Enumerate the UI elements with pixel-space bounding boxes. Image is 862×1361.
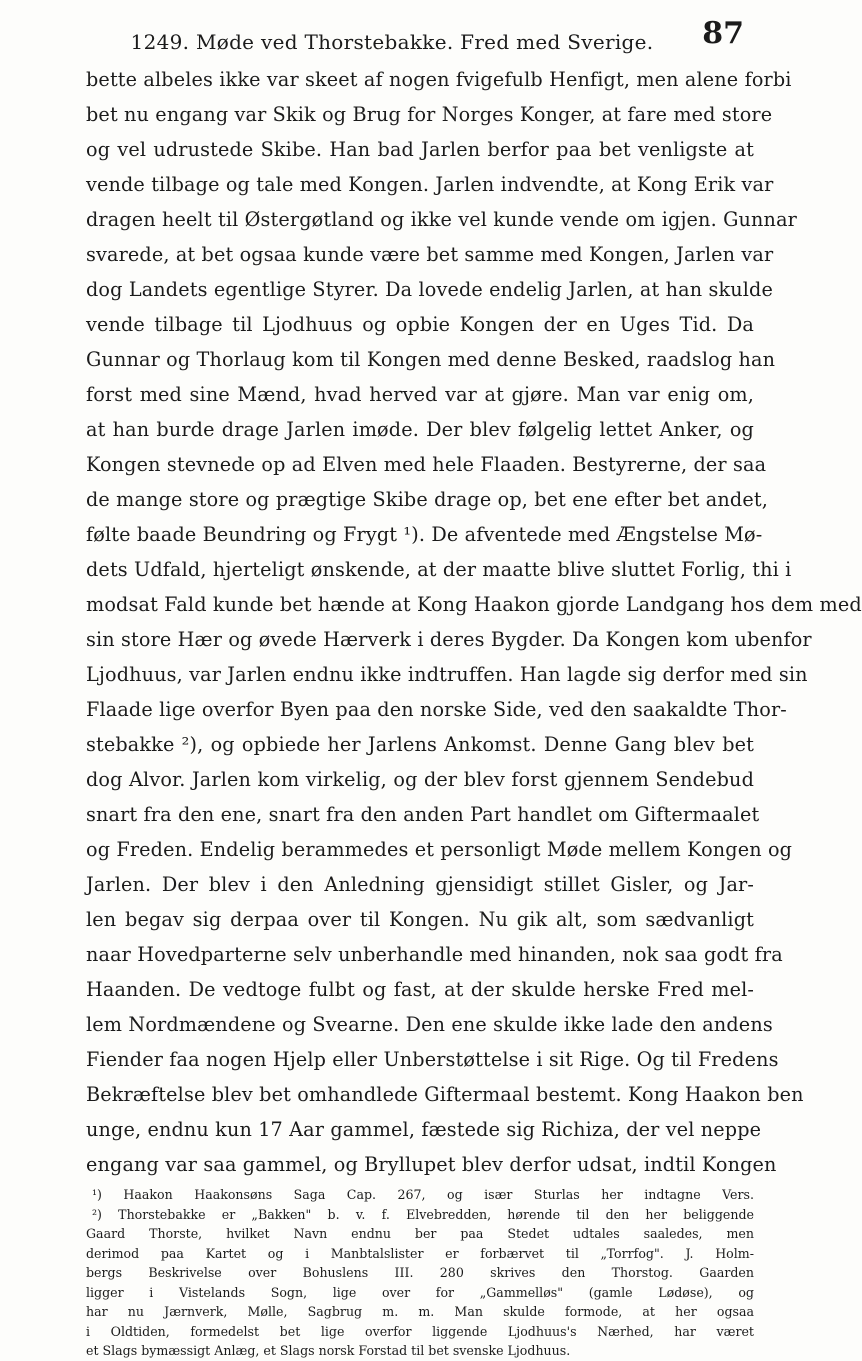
text-line: Kongen stevnede op ad Elven med hele Flaaden. Bestyrerne, der saa <box>86 453 767 476</box>
text-line: de mange store og prægtige Skibe drage op, bet ene efter bet andet, <box>86 488 768 511</box>
text-line: og vel udrustede Skibe. Han bad Jarlen berfor paa bet venligste at <box>86 138 754 161</box>
footnote-line: ¹) Haakon Haakonsøns Saga Cap. 267, og især Sturlas her indtagne Vers. <box>92 1187 754 1202</box>
footnotes <box>86 1185 754 1361</box>
text-line: vende tilbage og tale med Kongen. Jarlen indvendte, at Kong Erik var <box>86 173 774 196</box>
text-line: bet nu engang var Skik og Brug for Norges Konger, at fare med store <box>86 103 773 126</box>
text-line: unge, endnu kun 17 Aar gammel, fæstede sig Richiza, der vel neppe <box>86 1118 762 1141</box>
text-line: forst med sine Mænd, hvad herved var at gjøre. Man var enig om, <box>86 383 754 406</box>
running-head: 1249. Møde ved Thorstebakke. Fred med Sverige. <box>130 30 654 54</box>
text-line: dog Alvor. Jarlen kom virkelig, og der blev forst gjennem Sendebud <box>86 768 754 791</box>
body-text <box>86 62 862 1182</box>
text-line: stebakke ²), og opbiede her Jarlens Ankomst. Denne Gang blev bet <box>86 733 754 756</box>
text-line: og Freden. Endelig berammedes et personligt Møde mellem Kongen og <box>86 838 793 861</box>
text-line: Fiender faa nogen Hjelp eller Unberstøttelse i sit Rige. Og til Fredens <box>86 1048 779 1071</box>
text-line: Flaade lige overfor Byen paa den norske Side, ved den saakaldte Thor- <box>86 698 787 721</box>
text-line: dragen heelt til Østergøtland og ikke vel kunde vende om igjen. Gunnar <box>86 208 797 231</box>
text-line: Haanden. De vedtoge fulbt og fast, at der skulde herske Fred mel- <box>86 978 754 1001</box>
text-line: lem Nordmændene og Svearne. Den ene skulde ikke lade den andens <box>86 1013 773 1036</box>
text-line: Gunnar og Thorlaug kom til Kongen med denne Besked, raadslog han <box>86 348 776 371</box>
text-line: Bekræftelse blev bet omhandlede Giftermaal bestemt. Kong Haakon ben <box>86 1083 804 1106</box>
text-line: vende tilbage til Ljodhuus og opbie Kongen der en Uges Tid. Da <box>86 313 754 336</box>
footnote-line: i Oldtiden, formedelst bet lige overfor liggende Ljodhuus's Nærhed, har været <box>86 1323 754 1339</box>
text-line: Jarlen. Der blev i den Anledning gjensidigt stillet Gisler, og Jar- <box>86 873 754 896</box>
text-line: at han burde drage Jarlen imøde. Der blev følgelig lettet Anker, og <box>86 418 754 441</box>
footnote-line: har nu Jærnverk, Mølle, Sagbrug m. m. Man skulde formode, at her ogsaa <box>86 1304 754 1319</box>
text-line: svarede, at bet ogsaa kunde være bet samme med Kongen, Jarlen var <box>86 243 774 266</box>
text-line: bette albeles ikke var skeet af nogen fvigefulb Henfigt, men alene forbi <box>86 68 792 91</box>
footnote-line: Gaard Thorste, hvilket Navn endnu ber paa Stedet udtales saaledes, men <box>86 1226 754 1241</box>
text-line: dets Udfald, hjerteligt ønskende, at der maatte blive sluttet Forlig, thi i <box>86 558 792 581</box>
footnote-line: bergs Beskrivelse over Bohuslens III. 280 skrives den Thorstog. Gaarden <box>86 1265 754 1280</box>
text-line: snart fra den ene, snart fra den anden Part handlet om Giftermaalet <box>86 803 760 826</box>
footnote-line: ligger i Vistelands Sogn, lige over for „Gammelløs" (gamle Lødøse), og <box>86 1284 754 1300</box>
text-line: dog Landets egentlige Styrer. Da lovede endelig Jarlen, at han skulde <box>86 278 773 301</box>
footnote-line: derimod paa Kartet og i Manbtalslister er forbærvet til „Torrfog". J. Holm- <box>86 1245 754 1261</box>
text-line: sin store Hær og øvede Hærverk i deres Bygder. Da Kongen kom ubenfor <box>86 628 812 651</box>
text-line: len begav sig derpaa over til Kongen. Nu gik alt, som sædvanligt <box>86 908 754 931</box>
page-number: 87 <box>702 16 744 51</box>
footnote-line: et Slags bymæssigt Anlæg, et Slags norsk Forstad til bet svenske Ljodhuus. <box>86 1343 571 1358</box>
footnote-line: ²) Thorstebakke er „Bakken" b. v. f. Elvebredden, hørende til den her beliggende <box>92 1206 754 1222</box>
text-line: følte baade Beundring og Frygt ¹). De afventede med Ængstelse Mø- <box>86 523 763 546</box>
text-line: engang var saa gammel, og Bryllupet blev derfor udsat, indtil Kongen <box>86 1153 777 1176</box>
text-line: modsat Fald kunde bet hænde at Kong Haakon gjorde Landgang hos dem med <box>86 593 862 616</box>
text-line: Ljodhuus, var Jarlen endnu ikke indtruffen. Han lagde sig derfor med sin <box>86 663 808 686</box>
page-header <box>0 14 784 54</box>
text-line: naar Hovedparterne selv unberhandle med hinanden, nok saa godt fra <box>86 943 783 966</box>
